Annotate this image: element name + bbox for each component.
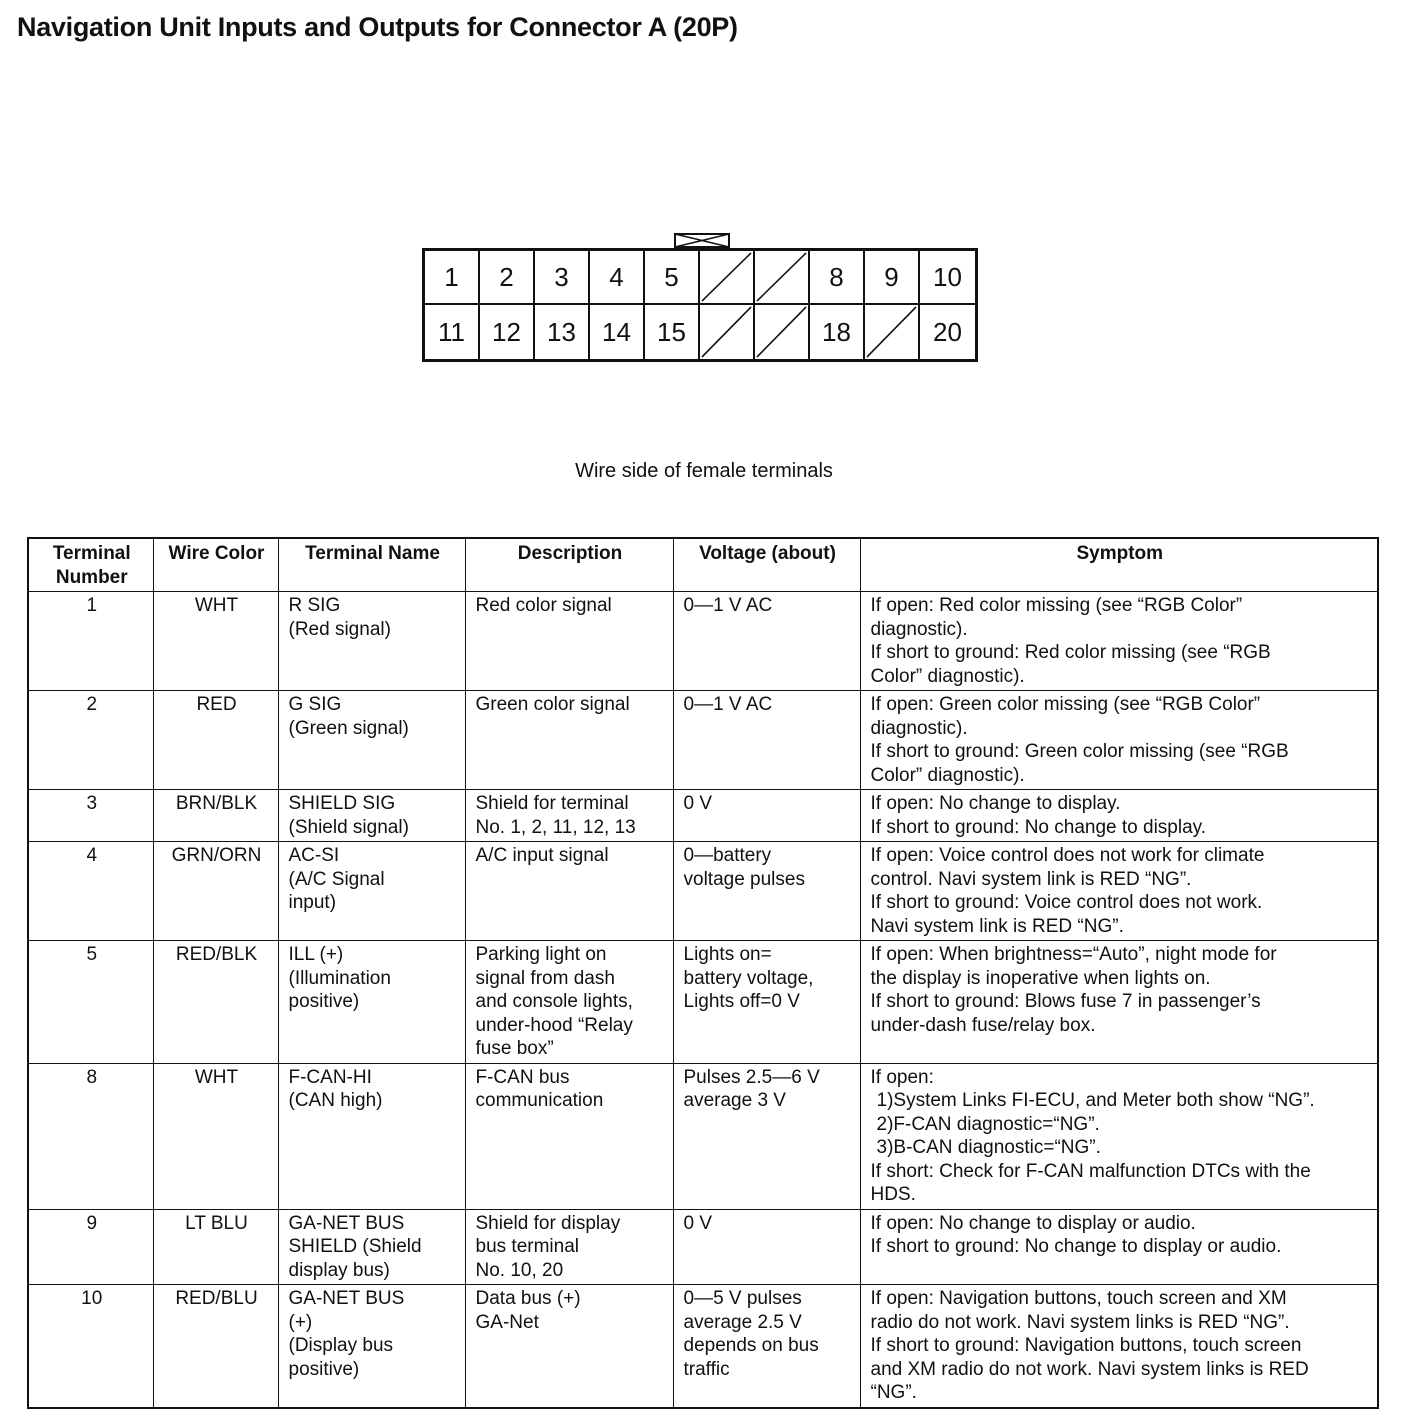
voltage-cell: [673, 941, 860, 1064]
voltage-line: average 2.5 V: [683, 1311, 802, 1333]
connector-caption: Wire side of female terminals: [575, 460, 833, 482]
symptom-cell: [860, 790, 1378, 842]
symptom-line: “NG”.: [870, 1382, 917, 1403]
voltage-line: 0 V: [683, 1212, 713, 1234]
voltage-line: 0—1 V AC: [683, 595, 773, 616]
empty-slot-slash-icon: [700, 251, 753, 303]
symptom-line: diagnostic).: [870, 618, 968, 640]
symptom-cell: [860, 842, 1378, 941]
terminal-number-cell: 10: [28, 1285, 153, 1408]
name-line: display bus): [288, 1259, 390, 1281]
connector-pin: [810, 305, 865, 359]
pin-number: 4: [609, 261, 624, 292]
name-line: R SIG: [288, 595, 341, 616]
description-line: Shield for display: [475, 1212, 621, 1234]
name-line: GA-NET BUS: [288, 1212, 405, 1234]
voltage-line: 0—1 V AC: [683, 694, 773, 715]
voltage-cell: [673, 1209, 860, 1285]
name-line: ILL (+): [288, 944, 344, 965]
name-line: (Green signal): [288, 717, 409, 739]
wire-color-cell: WHT: [153, 592, 278, 691]
table-row: [28, 1209, 1378, 1285]
description-line: and console lights,: [475, 991, 633, 1012]
empty-slot-slash-icon: [700, 305, 753, 359]
connector-pin: [920, 305, 975, 359]
name-line: GA-NET BUS: [288, 1288, 405, 1309]
header-terminal-name: Terminal Name: [278, 538, 465, 592]
empty-pin-slot: [865, 305, 920, 359]
symptom-line: under-dash fuse/relay box.: [870, 1014, 1096, 1036]
name-line: (A/C Signal: [288, 868, 385, 890]
symptom-line: If open: Green color missing (see “RGB Color”: [870, 694, 1261, 715]
header-wire-color: Wire Color: [153, 538, 278, 592]
description-line: fuse box”: [475, 1038, 554, 1059]
symptom-cell: [860, 592, 1378, 691]
voltage-line: 0 V: [683, 793, 713, 814]
symptom-line: the display is inoperative when lights on.: [870, 967, 1211, 989]
terminal-number-cell: 9: [28, 1209, 153, 1285]
voltage-line: traffic: [683, 1358, 730, 1380]
table-row: [28, 842, 1378, 941]
description-line: Parking light on: [475, 944, 607, 965]
symptom-line: control. Navi system link is RED “NG”.: [870, 868, 1192, 890]
symptom-line: Color” diagnostic).: [870, 665, 1025, 687]
symptom-line: If open: Voice control does not work for climate: [870, 845, 1265, 866]
voltage-line: average 3 V: [683, 1090, 786, 1111]
description-line: communication: [475, 1090, 604, 1111]
symptom-line: If open: When brightness=“Auto”, night mode for: [870, 944, 1277, 965]
wire-color-cell: GRN/ORN: [153, 842, 278, 941]
voltage-cell: [673, 592, 860, 691]
empty-pin-slot: [700, 251, 755, 305]
name-line: (+): [288, 1311, 313, 1333]
connector-pin: [590, 251, 645, 305]
symptom-cell: [860, 1063, 1378, 1209]
connector-pin: [425, 305, 480, 359]
description-cell: [465, 790, 673, 842]
pin-number: 13: [547, 316, 576, 347]
name-line: (Illumination: [288, 967, 391, 989]
header-terminal-number: Terminal Number: [28, 538, 153, 592]
symptom-line: and XM radio do not work. Navi system links is RED: [870, 1358, 1309, 1380]
symptom-line: If short to ground: Red color missing (see “RGB: [870, 642, 1271, 663]
terminal-name-cell: [278, 842, 465, 941]
connector-pin: [590, 305, 645, 359]
description-cell: [465, 691, 673, 790]
terminal-number-cell: 4: [28, 842, 153, 941]
connector-pin: [810, 251, 865, 305]
name-line: positive): [288, 991, 360, 1012]
voltage-cell: [673, 691, 860, 790]
voltage-line: depends on bus: [683, 1335, 819, 1356]
description-line: Red color signal: [475, 595, 612, 616]
connector-pin: [645, 251, 700, 305]
voltage-line: 0—5 V pulses: [683, 1288, 802, 1309]
empty-slot-slash-icon: [865, 305, 918, 359]
description-cell: [465, 842, 673, 941]
pin-number: 5: [664, 261, 679, 292]
terminal-number-cell: 5: [28, 941, 153, 1064]
connector-pin: [920, 251, 975, 305]
terminal-number-cell: 3: [28, 790, 153, 842]
description-line: under-hood “Relay: [475, 1014, 633, 1036]
symptom-line: If short to ground: No change to display or audio.: [870, 1236, 1282, 1257]
wire-color-cell: WHT: [153, 1063, 278, 1209]
symptom-line: 1)System Links FI-ECU, and Meter both show “NG”.: [876, 1090, 1315, 1111]
wire-color-cell: RED/BLK: [153, 941, 278, 1064]
symptom-line: Navi system link is RED “NG”.: [870, 915, 1124, 937]
name-line: SHIELD SIG: [288, 793, 396, 814]
voltage-line: voltage pulses: [683, 868, 805, 890]
symptom-cell: [860, 691, 1378, 790]
name-line: (Red signal): [288, 618, 391, 640]
empty-pin-slot: [755, 305, 810, 359]
pin-number: 11: [438, 316, 465, 347]
pin-number: 12: [492, 316, 521, 347]
symptom-line: If open: No change to display or audio.: [870, 1212, 1196, 1234]
voltage-line: Lights on=: [683, 944, 772, 965]
description-line: GA-Net: [475, 1311, 539, 1333]
symptom-line: If open: Navigation buttons, touch screen and XM: [870, 1288, 1287, 1309]
table-row: [28, 790, 1378, 842]
terminal-name-cell: [278, 1063, 465, 1209]
connector-pin-grid: [422, 248, 978, 362]
terminal-name-cell: [278, 790, 465, 842]
voltage-line: Lights off=0 V: [683, 991, 800, 1012]
description-line: Green color signal: [475, 694, 630, 715]
name-line: G SIG: [288, 694, 342, 715]
symptom-line: diagnostic).: [870, 717, 968, 739]
name-line: (CAN high): [288, 1090, 383, 1111]
symptom-line: 3)B-CAN diagnostic=“NG”.: [876, 1137, 1101, 1158]
symptom-line: If open: No change to display.: [870, 793, 1121, 814]
symptom-line: If short to ground: Green color missing (see “RGB: [870, 741, 1289, 762]
description-cell: [465, 1063, 673, 1209]
pin-number: 15: [657, 316, 686, 347]
symptom-line: HDS.: [870, 1184, 916, 1205]
symptom-line: 2)F-CAN diagnostic=“NG”.: [876, 1113, 1100, 1135]
io-table: [27, 537, 1379, 1409]
description-line: No. 1, 2, 11, 12, 13: [475, 816, 636, 838]
description-line: signal from dash: [475, 967, 615, 989]
terminal-name-cell: [278, 1285, 465, 1408]
description-line: No. 10, 20: [475, 1259, 564, 1281]
table-header-row: [28, 538, 1378, 592]
connector-pin: [480, 251, 535, 305]
connector-diagram: [422, 233, 982, 368]
name-line: (Shield signal): [288, 816, 409, 838]
description-line: Shield for terminal: [475, 793, 629, 814]
symptom-line: If short to ground: Blows fuse 7 in passenger’s: [870, 991, 1261, 1012]
empty-slot-slash-icon: [755, 305, 808, 359]
description-line: bus terminal: [475, 1236, 579, 1257]
voltage-line: 0—battery: [683, 845, 772, 866]
pin-number: 8: [829, 261, 844, 292]
description-line: F-CAN bus: [475, 1066, 570, 1088]
name-line: (Display bus: [288, 1335, 394, 1356]
symptom-line: Color” diagnostic).: [870, 764, 1025, 786]
symptom-line: If short to ground: Navigation buttons, touch screen: [870, 1335, 1302, 1356]
empty-slot-slash-icon: [755, 251, 808, 303]
symptom-line: If open:: [870, 1066, 934, 1088]
symptom-line: If short: Check for F-CAN malfunction DTCs with the: [870, 1160, 1311, 1182]
empty-pin-slot: [755, 251, 810, 305]
description-cell: [465, 592, 673, 691]
symptom-line: If short to ground: Voice control does not work.: [870, 892, 1263, 913]
wire-color-cell: BRN/BLK: [153, 790, 278, 842]
terminal-number-cell: 2: [28, 691, 153, 790]
voltage-cell: [673, 1285, 860, 1408]
voltage-cell: [673, 842, 860, 941]
connector-pin: [865, 251, 920, 305]
page-title: Navigation Unit Inputs and Outputs for Connector A (20P): [17, 12, 738, 42]
description-cell: [465, 1285, 673, 1408]
wire-color-cell: RED: [153, 691, 278, 790]
pin-number: 18: [822, 316, 851, 347]
wire-color-cell: RED/BLU: [153, 1285, 278, 1408]
pin-number: 14: [602, 316, 631, 347]
pin-number: 10: [933, 261, 962, 292]
description-line: Data bus (+): [475, 1288, 581, 1309]
terminal-number-cell: 1: [28, 592, 153, 691]
table-row: [28, 941, 1378, 1064]
terminal-name-cell: [278, 691, 465, 790]
pin-number: 3: [554, 261, 569, 292]
symptom-cell: [860, 941, 1378, 1064]
voltage-cell: [673, 1063, 860, 1209]
connector-pin: [535, 251, 590, 305]
terminal-name-cell: [278, 1209, 465, 1285]
header-voltage: Voltage (about): [673, 538, 860, 592]
table-row: [28, 1285, 1378, 1408]
description-cell: [465, 941, 673, 1064]
connector-latch-icon: [674, 233, 730, 248]
description-cell: [465, 1209, 673, 1285]
name-line: positive): [288, 1358, 360, 1380]
pin-number: 1: [444, 261, 459, 292]
header-symptom: Symptom: [860, 538, 1378, 592]
name-line: SHIELD (Shield: [288, 1236, 422, 1257]
terminal-name-cell: [278, 941, 465, 1064]
voltage-cell: [673, 790, 860, 842]
empty-pin-slot: [700, 305, 755, 359]
terminal-name-cell: [278, 592, 465, 691]
symptom-line: If open: Red color missing (see “RGB Color”: [870, 595, 1243, 616]
name-line: AC-SI: [288, 845, 340, 866]
pin-number: 2: [499, 261, 514, 292]
name-line: input): [288, 892, 337, 913]
connector-pin: [425, 251, 480, 305]
name-line: F-CAN-HI: [288, 1066, 372, 1088]
connector-pin: [480, 305, 535, 359]
voltage-line: battery voltage,: [683, 967, 814, 989]
pin-number: 9: [884, 261, 899, 292]
symptom-cell: [860, 1209, 1378, 1285]
symptom-line: radio do not work. Navi system links is RED “NG”.: [870, 1311, 1290, 1333]
description-line: A/C input signal: [475, 845, 609, 866]
terminal-number-cell: 8: [28, 1063, 153, 1209]
wire-color-cell: LT BLU: [153, 1209, 278, 1285]
symptom-cell: [860, 1285, 1378, 1408]
connector-pin: [535, 305, 590, 359]
pin-number: 20: [933, 316, 962, 347]
table-row: [28, 691, 1378, 790]
symptom-line: If short to ground: No change to display.: [870, 816, 1207, 838]
header-description: Description: [465, 538, 673, 592]
table-row: [28, 592, 1378, 691]
voltage-line: Pulses 2.5—6 V: [683, 1066, 820, 1088]
connector-pin: [645, 305, 700, 359]
table-row: [28, 1063, 1378, 1209]
